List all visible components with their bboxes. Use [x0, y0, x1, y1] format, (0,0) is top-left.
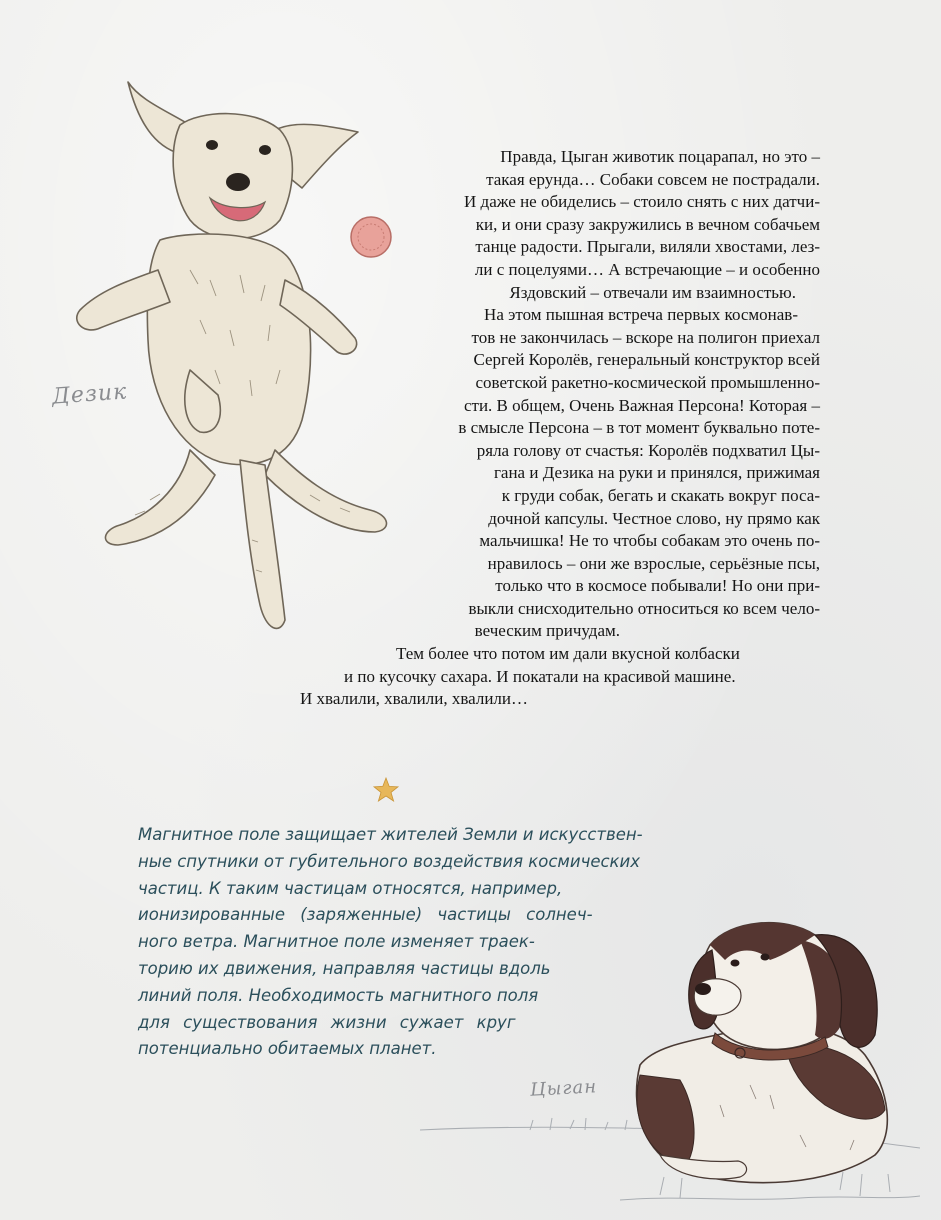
info-line: торию их движения, направляя частицы вдоль — [138, 958, 551, 978]
signature-dezik: Дезик — [51, 379, 128, 410]
text-line: мальчишка! Не то чтобы собакам это очень по- — [479, 531, 820, 551]
dog-tsygan-illustration — [600, 905, 900, 1195]
story-paragraph-3 — [300, 643, 820, 711]
text-line: Яздовский – отвечали им взаимностью. — [509, 282, 796, 302]
text-line: Сергей Королёв, генеральный конструктор всей — [473, 350, 820, 370]
info-line: ного ветра. Магнитное поле изменяет траек- — [138, 932, 535, 952]
text-line: ки, и они сразу закружились в вечном собачьем — [475, 214, 820, 234]
text-line: сти. В общем, Очень Важная Персона! Которая – — [463, 395, 820, 415]
text-line: советской ракетно-космической промышленно- — [475, 372, 820, 392]
text-line: танце радости. Прыгали, виляли хвостами, лез- — [475, 237, 820, 257]
text-line: И хвалили, хвалили, хвалили… — [300, 689, 529, 709]
story-paragraph-1 — [300, 146, 820, 304]
text-line: Тем более что потом им дали вкусной колбаски — [396, 644, 740, 664]
text-line: гана и Дезика на руки и принялся, прижимая — [493, 463, 820, 483]
text-line: такая ерунда… Собаки совсем не пострадали. — [486, 169, 820, 189]
info-line: потенциально обитаемых планет. — [138, 1039, 437, 1059]
text-line: ряла голову от счастья: Королёв подхватил Цы- — [476, 440, 820, 460]
star-icon — [372, 776, 400, 804]
info-line: ные спутники от губительного воздействия космических — [138, 851, 641, 871]
text-line: нравилось – они же взрослые, серьёзные псы, — [487, 553, 820, 573]
text-line: дочной капсулы. Честное слово, ну прямо как — [488, 508, 820, 528]
info-line: частиц. К таким частицам относятся, например, — [138, 878, 563, 898]
info-line: для существования жизни сужает круг — [138, 1012, 516, 1032]
story-text — [300, 146, 820, 711]
info-line: линий поля. Необходимость магнитного поля — [138, 985, 539, 1005]
text-line: На этом пышная встреча первых космонав- — [484, 305, 798, 325]
text-line: к груди собак, бегать и скакать вокруг поса- — [501, 485, 820, 505]
text-line: только что в космосе побывали! Но они при- — [495, 576, 820, 596]
text-line: тов не закончилась – вскоре на полигон приехал — [471, 327, 820, 347]
text-line: и по кусочку сахара. И покатали на красивой машине. — [344, 666, 736, 686]
text-line: в смысле Персона – в тот момент буквально поте- — [458, 418, 820, 438]
text-line: веческим причудам. — [474, 621, 620, 641]
signature-tsygan: Цыган — [529, 1076, 598, 1101]
text-line: Правда, Цыган животик поцарапал, но это – — [500, 147, 820, 166]
text-line: ли с поцелуями… А встречающие – и особенно — [474, 259, 820, 279]
text-line: И даже не обиделись – стоило снять с них датчи- — [464, 192, 820, 212]
info-line: Магнитное поле защищает жителей Земли и искусствен- — [138, 825, 643, 844]
text-line: выкли снисходительно относиться ко всем чело- — [468, 598, 820, 618]
info-line: ионизированные (заряженные) частицы солнеч- — [138, 905, 593, 925]
story-paragraph-2 — [300, 304, 820, 643]
